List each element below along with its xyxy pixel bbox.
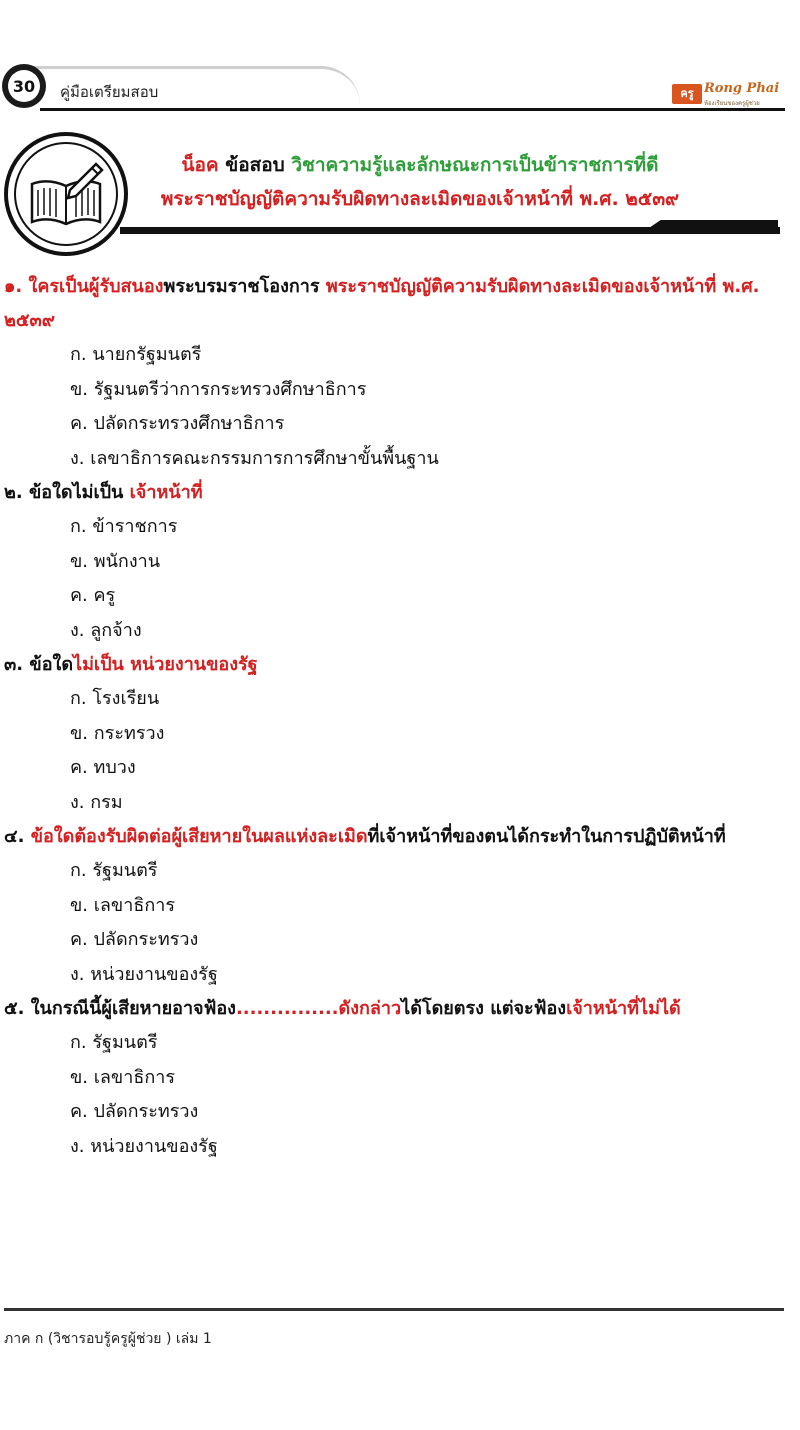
question-3 xyxy=(4,648,794,682)
question-list xyxy=(4,270,794,1164)
question-text-part: ...............ดังกล่าว xyxy=(235,998,402,1019)
banner-title-line1 xyxy=(0,150,800,180)
answer-option: ข. เลขาธิการ xyxy=(70,1066,176,1088)
banner-act: พระราชบัญญัติความรับผิดทางละเมิดของเจ้าหน้าที่ พ.ศ. ๒๕๓๙ xyxy=(160,188,680,210)
question-text-part: ๑. xyxy=(4,276,29,297)
title-banner xyxy=(0,132,800,252)
logo-subtext: ห้องเรียนของครูผู้ช่วย xyxy=(704,100,760,107)
question-1 xyxy=(4,270,794,338)
answer-option: ข. เลขาธิการ xyxy=(70,894,176,916)
header-rule xyxy=(40,108,785,111)
question-2 xyxy=(4,476,794,510)
answer-option: ค. ปลัดกระทรวง xyxy=(70,929,199,950)
answer-option: ค. ปลัดกระทรวง xyxy=(70,1101,199,1122)
answer-option: ง. กรม xyxy=(70,791,123,813)
answer-option: ง. หน่วยงานของรัฐ xyxy=(70,963,218,985)
footer-rule xyxy=(4,1308,784,1311)
question-text-part: ๒. ข้อใดไม่เป็น xyxy=(4,482,130,503)
banner-label2: ข้อสอบ xyxy=(225,154,285,176)
question-text-part: ไม่เป็น หน่วยงานของรัฐ xyxy=(73,654,258,675)
answer-option: ข. กระทรวง xyxy=(70,722,165,744)
page-number-badge xyxy=(2,64,46,108)
question-text-part: ได้โดยตรง แต่จะฟ้อง xyxy=(401,998,567,1019)
answer-option: ง. เลขาธิการคณะกรรมการการศึกษาขั้นพื้นฐาน xyxy=(70,447,439,469)
question-5 xyxy=(4,992,794,1026)
banner-subject: วิชาความรู้และลักษณะการเป็นข้าราชการที่ดี xyxy=(291,154,659,176)
answer-option: ก. โรงเรียน xyxy=(70,688,160,709)
answer-option: ง. หน่วยงานของรัฐ xyxy=(70,1135,218,1157)
logo-text: Rong Phai xyxy=(704,81,780,96)
banner-bar-end xyxy=(640,220,778,234)
answer-option: ก. ข้าราชการ xyxy=(70,516,178,537)
logo-mark: ครู xyxy=(672,84,702,104)
question-text-part: ๕. ในกรณีนี้ผู้เสียหายอาจฟ้อง xyxy=(4,998,236,1019)
answer-option: ข. รัฐมนตรีว่าการกระทรวงศึกษาธิการ xyxy=(70,378,367,400)
footer-text: ภาค ก (วิชารอบรู้ครูผู้ช่วย ) เล่ม 1 xyxy=(4,1331,212,1347)
answer-option: ค. ปลัดกระทรวงศึกษาธิการ xyxy=(70,413,285,434)
rongphai-logo xyxy=(672,78,784,108)
question-text-part: เจ้าหน้าที่ไม่ได้ xyxy=(566,998,681,1019)
banner-label: น็อค xyxy=(181,154,219,176)
question-text-part: เจ้าหน้าที่ xyxy=(129,482,203,503)
answer-option: ข. พนักงาน xyxy=(70,550,161,572)
question-text-part: พระราชบัญญัติความรับผิดทางละเมิดของเจ้าหน้าที่ พ.ศ. ๒๕๓๙ xyxy=(4,276,760,331)
question-text-part: ที่เจ้าหน้าที่ของตนได้กระทำในการปฏิบัติหน้าที่ xyxy=(367,826,726,847)
answer-option: ง. ลูกจ้าง xyxy=(70,619,142,641)
header-title: คู่มือเตรียมสอบ xyxy=(60,83,159,101)
page-header xyxy=(0,58,800,118)
answer-option: ก. นายกรัฐมนตรี xyxy=(70,344,202,365)
answer-option: ก. รัฐมนตรี xyxy=(70,1032,158,1053)
answer-option: ค. ครู xyxy=(70,585,116,606)
answer-option: ก. รัฐมนตรี xyxy=(70,860,158,881)
question-text-part: ๔. xyxy=(4,826,31,847)
question-text-part: ๓. ข้อใด xyxy=(4,654,74,675)
question-text-part: พระบรมราชโองการ xyxy=(163,276,326,297)
question-text-part: ข้อใดต้องรับผิดต่อผู้เสียหายในผลแห่งละเมิด xyxy=(30,826,368,847)
question-text-part: ใครเป็นผู้รับสนอง xyxy=(28,276,164,297)
answer-option: ค. ทบวง xyxy=(70,757,136,778)
page-number: 30 xyxy=(8,70,40,102)
question-4 xyxy=(4,820,794,854)
